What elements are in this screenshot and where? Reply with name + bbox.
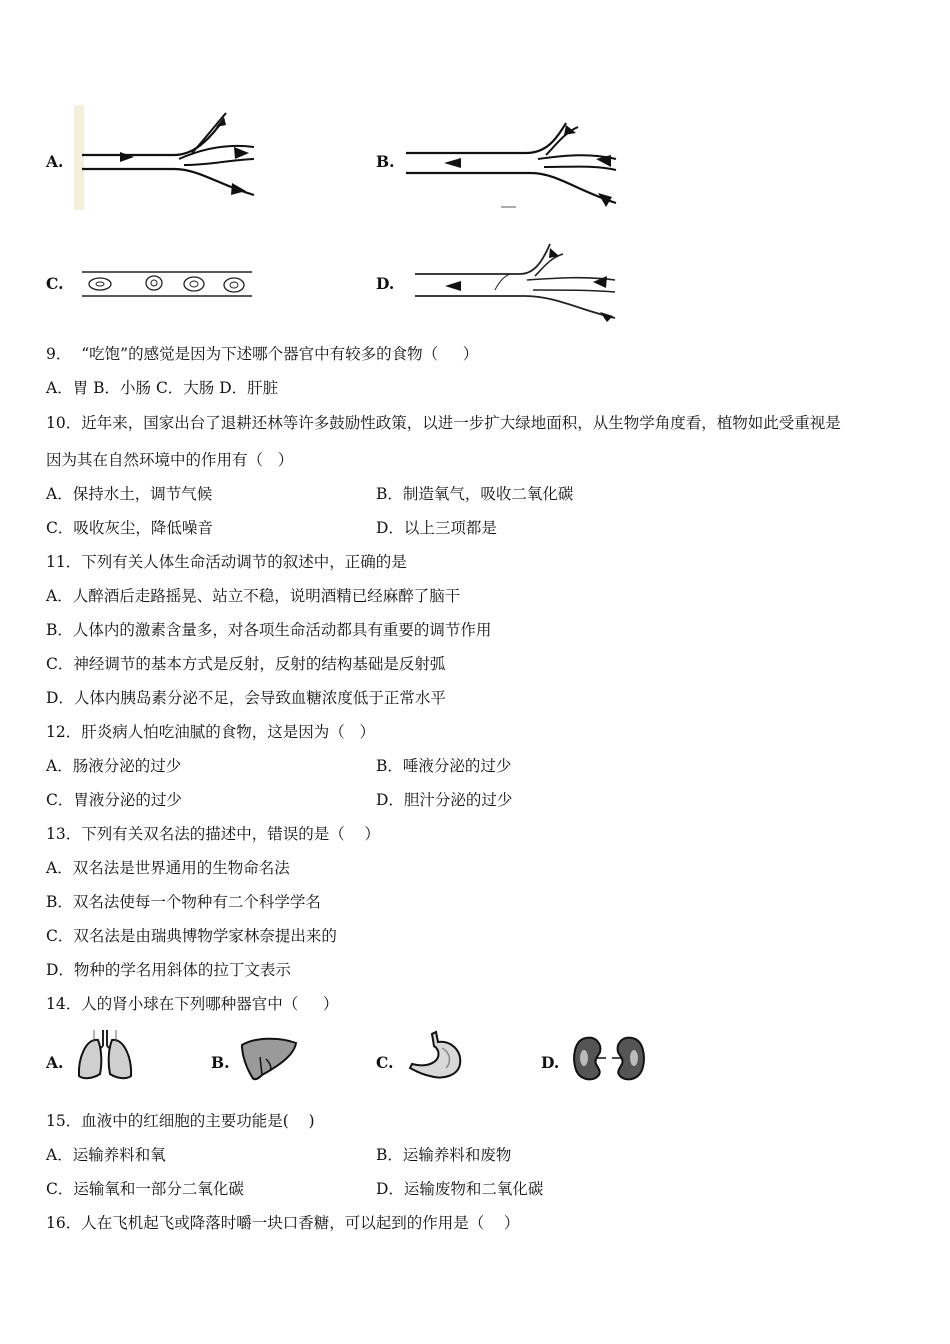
q12-stem: 12．肝炎病人怕吃油腻的食物，这是因为（ ） bbox=[46, 723, 376, 741]
q11-option-b[interactable]: B．人体内的激素含量多，对各项生命活动都具有重要的调节作用 bbox=[46, 621, 492, 639]
kidneys-icon bbox=[572, 1036, 646, 1082]
q11-option-a[interactable]: A．人醉酒后走路摇晃、站立不稳，说明酒精已经麻醉了脑干 bbox=[46, 587, 461, 605]
q12-option-d[interactable]: D．胆汁分泌的过少 bbox=[376, 791, 513, 809]
q8-option-b-vessel-diagram bbox=[406, 115, 621, 210]
q14-stem: 14．人的肾小球在下列哪种器官中（ ） bbox=[46, 995, 339, 1013]
q14-option-c-label[interactable]: C. bbox=[376, 1053, 394, 1072]
q10-stem-line1: 10．近年来，国家出台了退耕还林等许多鼓励性政策，以进一步扩大绿地面积，从生物学角度看，植物如此受重视是 bbox=[46, 414, 841, 432]
q11-option-d[interactable]: D．人体内胰岛素分泌不足，会导致血糖浓度低于正常水平 bbox=[46, 689, 446, 707]
q8-option-a-vessel-diagram bbox=[74, 105, 264, 210]
stomach-icon bbox=[406, 1030, 466, 1082]
q14-option-b-label[interactable]: B. bbox=[211, 1053, 230, 1072]
q13-option-b[interactable]: B．双名法使每一个物种有二个科学学名 bbox=[46, 893, 321, 911]
q11-stem: 11．下列有关人体生命活动调节的叙述中，正确的是 bbox=[46, 553, 407, 571]
q9-options[interactable]: A．胃 B．小肠 C．大肠 D．肝脏 bbox=[46, 379, 279, 397]
q12-option-b[interactable]: B．唾液分泌的过少 bbox=[376, 757, 512, 775]
q16-stem: 16．人在飞机起飞或降落时嚼一块口香糖，可以起到的作用是（ ） bbox=[46, 1214, 520, 1232]
q8-option-a-label[interactable]: A. bbox=[46, 152, 64, 171]
q15-option-c[interactable]: C．运输氧和一部分二氧化碳 bbox=[46, 1180, 244, 1198]
q8-option-d-vessel-diagram bbox=[415, 240, 625, 322]
q8-option-d-label[interactable]: D. bbox=[376, 274, 395, 293]
q15-option-a[interactable]: A．运输养料和氧 bbox=[46, 1146, 166, 1164]
q8-option-c-label[interactable]: C. bbox=[46, 274, 64, 293]
q15-option-d[interactable]: D．运输废物和二氧化碳 bbox=[376, 1180, 544, 1198]
q10-stem-line2: 因为其在自然环境中的作用有（ ） bbox=[46, 451, 294, 469]
q10-option-d[interactable]: D．以上三项都是 bbox=[376, 519, 497, 537]
q11-option-c[interactable]: C．神经调节的基本方式是反射，反射的结构基础是反射弧 bbox=[46, 655, 446, 673]
q14-option-d-label[interactable]: D. bbox=[541, 1053, 560, 1072]
q10-option-c[interactable]: C．吸收灰尘，降低噪音 bbox=[46, 519, 213, 537]
q12-option-a[interactable]: A．肠液分泌的过少 bbox=[46, 757, 182, 775]
q10-option-a[interactable]: A．保持水土，调节气候 bbox=[46, 485, 213, 503]
q13-option-c[interactable]: C．双名法是由瑞典博物学家林奈提出来的 bbox=[46, 927, 337, 945]
q9-stem: 9． “吃饱”的感觉是因为下述哪个器官中有较多的食物（ ） bbox=[46, 345, 479, 363]
q15-option-b[interactable]: B．运输养料和废物 bbox=[376, 1146, 512, 1164]
q13-option-a[interactable]: A．双名法是世界通用的生物命名法 bbox=[46, 859, 290, 877]
q13-option-d[interactable]: D．物种的学名用斜体的拉丁文表示 bbox=[46, 961, 291, 979]
q13-stem: 13．下列有关双名法的描述中，错误的是（ ） bbox=[46, 825, 380, 843]
q12-option-c[interactable]: C．胃液分泌的过少 bbox=[46, 791, 182, 809]
q14-option-a-label[interactable]: A. bbox=[46, 1053, 64, 1072]
lungs-icon bbox=[76, 1028, 134, 1082]
q15-stem: 15．血液中的红细胞的主要功能是( ) bbox=[46, 1112, 315, 1130]
q8-option-b-label[interactable]: B. bbox=[376, 152, 395, 171]
q8-option-c-capillary-diagram bbox=[82, 268, 254, 300]
liver-icon bbox=[240, 1035, 298, 1081]
q10-option-b[interactable]: B．制造氧气，吸收二氧化碳 bbox=[376, 485, 574, 503]
